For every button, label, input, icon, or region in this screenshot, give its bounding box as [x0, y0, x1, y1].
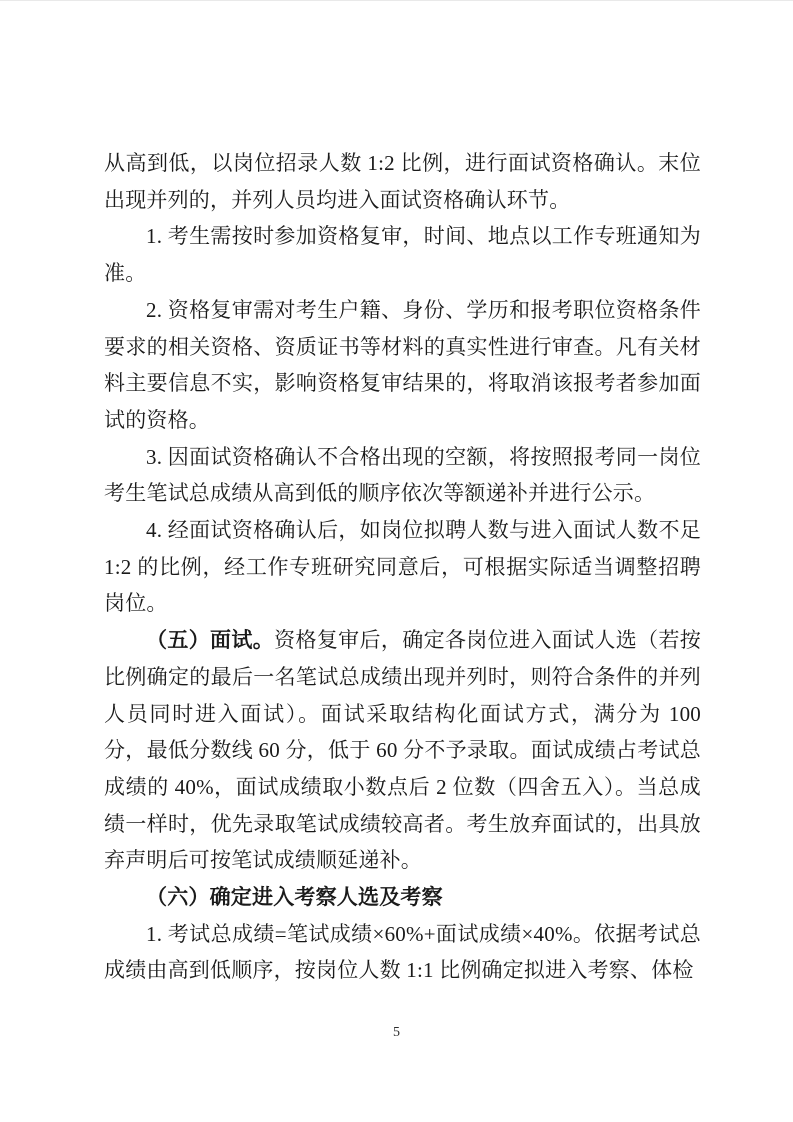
document-page: [0, 1, 793, 1122]
paragraph-section-5: [104, 622, 701, 879]
paragraph-item-4: 4. 经面试资格确认后，如岗位拟聘人数与进入面试人数不足 1:2 的比例，经工作专班研究同意后，可根据实际适当调整招聘岗位。: [104, 518, 701, 616]
paragraph-exam-total: 1. 考试总成绩=笔试成绩×60%+面试成绩×40%。依据考试总成绩由高到低顺序，按岗位人数 1:1 比例确定拟进入考察、体检: [104, 921, 701, 983]
paragraph-continuation: 从高到低，以岗位招录人数 1:2 比例，进行面试资格确认。末位出现并列的，并列人员均进入面试资格确认环节。: [104, 151, 701, 212]
paragraph-item-3: 3. 因面试资格确认不合格出现的空额，将按照报考同一岗位考生笔试总成绩从高到低的顺序依次等额递补并进行公示。: [104, 444, 701, 506]
page-number: 5: [393, 1025, 400, 1040]
section-5-body: 资格复审后，确定各岗位进入面试人选（若按比例确定的最后一名笔试总成绩出现并列时，则符合条件的并列人员同时进入面试）。面试采取结构化面试方式，满分为 100 分，最低分数线 60 分，低于 60 分不予录取。面试成绩占考试总成绩的 40%，面试成绩取小数点后 2 位数（四舍五入）。当总成绩一样时，优先录取笔试成绩较高者。考生放弃面试的，出具放弃声明后可按笔试成绩顺延递补。: [104, 628, 702, 873]
paragraph-item-2: 2. 资格复审需对考生户籍、身份、学历和报考职位资格条件要求的相关资格、资质证书等材料的真实性进行审查。凡有关材料主要信息不实，影响资格复审结果的，将取消该报考者参加面试的资格。: [104, 297, 701, 432]
document-body: [104, 145, 701, 989]
paragraph-item-1: 1. 考生需按时参加资格复审，时间、地点以工作专班通知为准。: [104, 224, 701, 286]
section-5-heading: （五）面试。: [146, 628, 275, 653]
paragraph-section-6-heading: （六）确定进入考察人选及考察: [146, 885, 443, 910]
